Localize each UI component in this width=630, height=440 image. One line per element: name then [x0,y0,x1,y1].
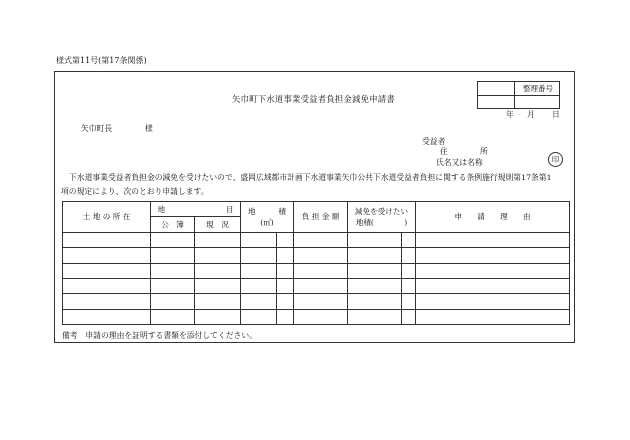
table-row [63,309,570,324]
body-text [61,171,571,199]
address-label-1: 住 [440,147,448,156]
header-reduction-area-line2: 地積( ) [355,217,408,227]
table-cell[interactable] [402,294,416,309]
table-cell[interactable] [348,278,402,293]
table-cell[interactable] [402,278,416,293]
application-table [62,201,570,325]
body-line-1: 下水道事業受益者負担金の減免を受けたいので、盛岡広域都市計画下水道事業矢巾公共下水道受益者負担に関する条例施行規則第17条第1 [69,173,552,182]
table-row [63,248,570,263]
table-cell[interactable] [241,278,277,293]
table-cell[interactable] [195,248,241,263]
management-number-label: 整理番号 [523,84,553,93]
table-cell[interactable] [416,278,570,293]
table-cell[interactable] [241,248,277,263]
table-cell[interactable] [294,278,348,293]
address-label-2: 所 [480,147,488,156]
table-cell[interactable] [416,294,570,309]
table-cell[interactable] [277,309,294,324]
addressee-honorific: 様 [145,124,153,133]
seal-mark: 印 [548,152,563,167]
table-cell[interactable] [294,232,348,247]
header-area-label: 地 積 [248,206,286,216]
table-cell[interactable] [241,309,277,324]
header-chimoku: 地 目 [151,202,241,217]
table-cell[interactable] [63,248,151,263]
table-cell[interactable] [416,309,570,324]
table-cell[interactable] [348,248,402,263]
table-row [63,278,570,293]
table-cell[interactable] [151,232,195,247]
management-number-box [477,81,560,109]
form-title: 矢巾町下水道事業受益者負担金減免申請書 [232,94,395,104]
table-row [63,294,570,309]
table-cell[interactable] [294,309,348,324]
table-cell[interactable] [195,232,241,247]
table-cell[interactable] [63,263,151,278]
table-cell[interactable] [294,248,348,263]
table-row [63,263,570,278]
table-cell[interactable] [151,294,195,309]
table-cell[interactable] [294,263,348,278]
table-cell[interactable] [294,294,348,309]
addressee: 矢巾町長 [81,124,113,133]
table-cell[interactable] [348,263,402,278]
table-cell[interactable] [63,294,151,309]
table-cell[interactable] [277,232,294,247]
table-cell[interactable] [151,248,195,263]
table-cell[interactable] [63,232,151,247]
table-cell[interactable] [195,294,241,309]
table-cell[interactable] [151,278,195,293]
header-location: 土 地 の 所 在 [63,202,151,233]
table-cell[interactable] [277,294,294,309]
name-label: 氏名又は名称 [436,158,483,167]
table-cell[interactable] [348,294,402,309]
table-cell[interactable] [241,232,277,247]
table-cell[interactable] [241,263,277,278]
note: 備考 申請の理由を証明する書類を添付してください。 [62,331,257,340]
table-cell[interactable] [402,309,416,324]
table-cell[interactable] [416,263,570,278]
table-row [63,232,570,247]
table-cell[interactable] [195,278,241,293]
table-cell[interactable] [241,294,277,309]
table-cell[interactable] [402,232,416,247]
table-cell[interactable] [277,263,294,278]
table-cell[interactable] [348,309,402,324]
header-genkyo: 現 況 [195,217,241,232]
table-cell[interactable] [151,263,195,278]
header-reduction-area [348,202,416,233]
table-cell[interactable] [416,232,570,247]
table-cell[interactable] [348,232,402,247]
table-cell[interactable] [63,278,151,293]
table-cell[interactable] [277,278,294,293]
header-area-unit: (㎡) [260,217,274,227]
applicant-heading: 受益者 [422,137,446,146]
table-cell[interactable] [277,248,294,263]
header-amount: 負 担 金 額 [294,202,348,233]
header-reduction-area-line1: 減免を受けたい [354,206,409,216]
header-koubo: 公 簿 [151,217,195,232]
form-number: 様式第11号(第17条関係) [56,56,147,65]
date-year: 年 [506,110,514,119]
table-cell[interactable] [151,309,195,324]
header-reason: 申 請 理 由 [416,202,570,233]
table-cell[interactable] [195,309,241,324]
table-cell[interactable] [195,263,241,278]
table-cell[interactable] [402,248,416,263]
body-line-2: 項の規定により、次のとおり申請します。 [61,187,209,196]
table-cell[interactable] [402,263,416,278]
table-cell[interactable] [63,309,151,324]
date-month: 月 [527,110,535,119]
date-day: 日 [552,110,560,119]
header-area [241,202,294,233]
table-cell[interactable] [416,248,570,263]
